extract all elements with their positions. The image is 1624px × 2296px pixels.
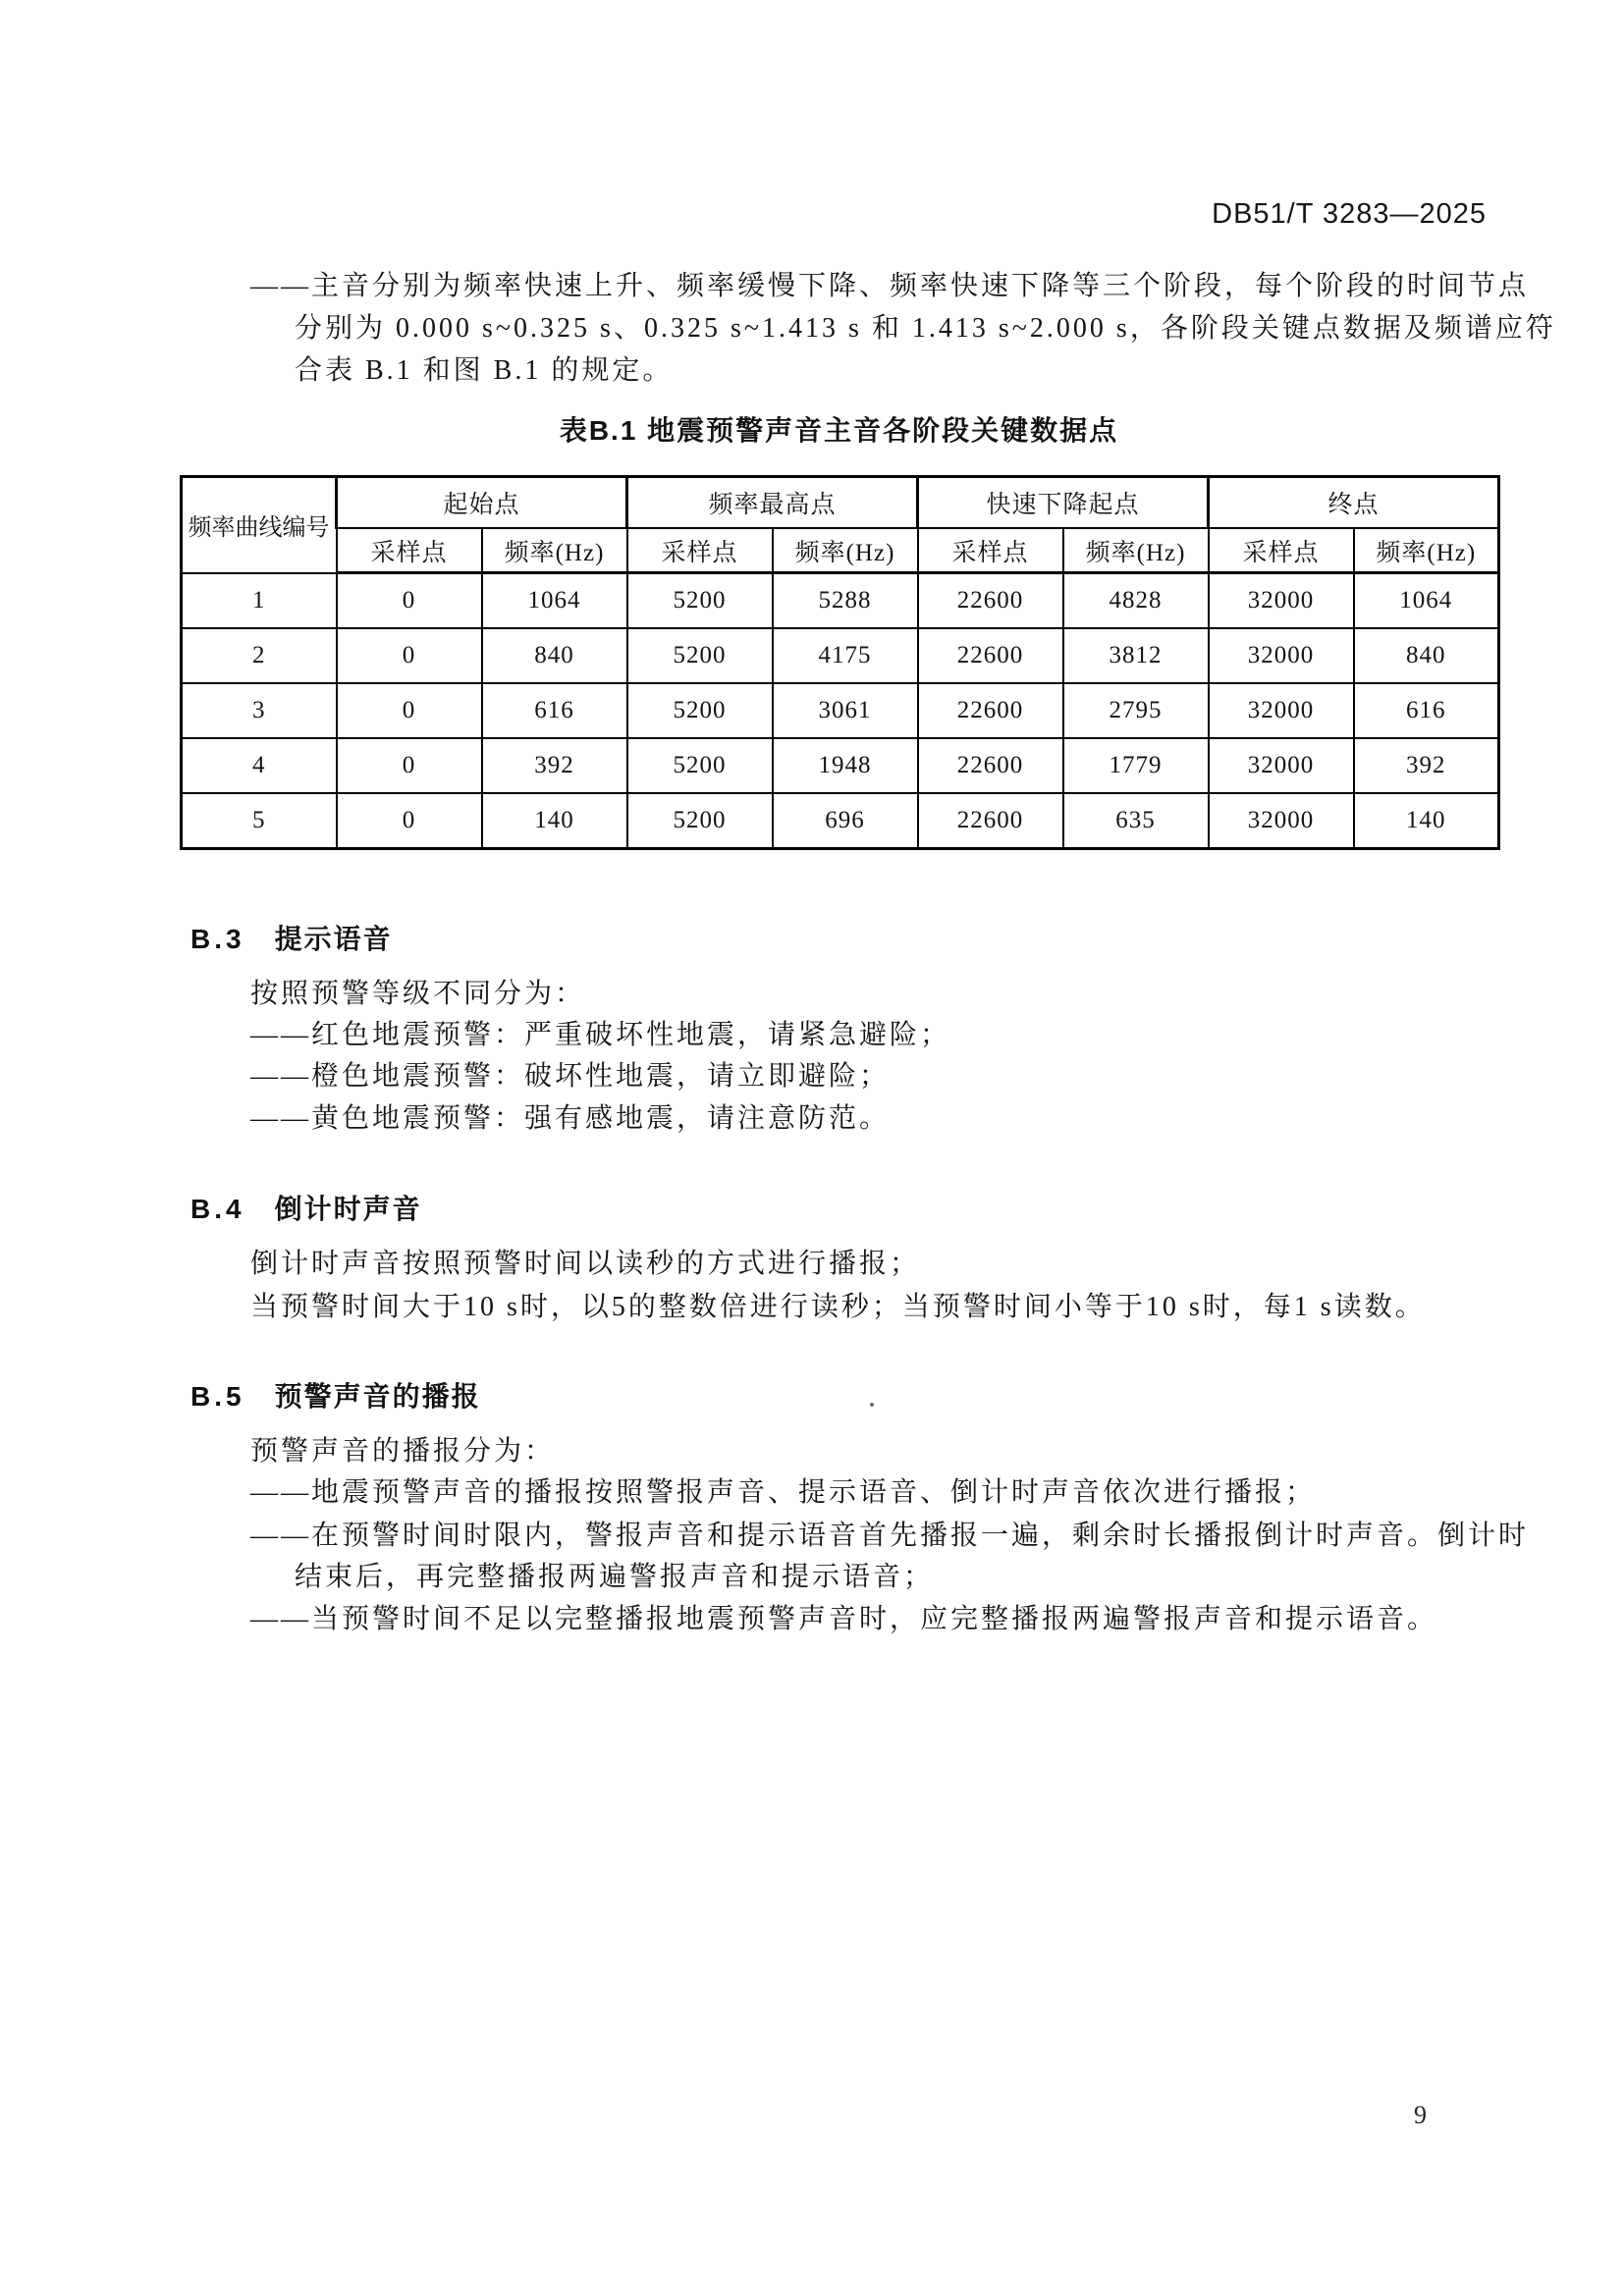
table-cell: 840 xyxy=(1354,628,1499,683)
table-cell: 4175 xyxy=(773,628,918,683)
table-cell: 4828 xyxy=(1063,573,1209,629)
subheader-frequency-hz: 频率(Hz) xyxy=(482,528,627,573)
table-header-row-sub xyxy=(182,528,1499,573)
table-cell: 0 xyxy=(337,573,482,629)
table-row xyxy=(182,628,1499,683)
table-cell: 696 xyxy=(773,793,918,849)
table-cell: 5200 xyxy=(627,683,773,738)
b4-line-2: 当预警时间大于10 s时，以5的整数倍进行读秒；当预警时间小等于10 s时，每1 s读数。 xyxy=(250,1292,1426,1322)
intro-line-1: ——主音分别为频率快速上升、频率缓慢下降、频率快速下降等三个阶段，每个阶段的时间节点 xyxy=(250,271,1530,301)
intro-line-2: 分别为 0.000 s~0.325 s、0.325 s~1.413 s 和 1.413 s~2.000 s，各阶段关键点数据及频谱应符 xyxy=(295,313,1556,344)
table-cell: 22600 xyxy=(918,683,1063,738)
subheader-frequency-hz: 频率(Hz) xyxy=(1063,528,1209,573)
table-cell: 22600 xyxy=(918,738,1063,793)
table-cell: 3812 xyxy=(1063,628,1209,683)
table-cell: 1 xyxy=(182,573,337,629)
subheader-sample-point: 采样点 xyxy=(918,528,1063,573)
group-header-end-point: 终点 xyxy=(1209,477,1499,529)
table-cell: 0 xyxy=(337,683,482,738)
table-cell: 1064 xyxy=(482,573,627,629)
table-cell: 32000 xyxy=(1209,628,1354,683)
b5-list-item-1: ——地震预警声音的播报按照警报声音、提示语音、倒计时声音依次进行播报； xyxy=(250,1477,1317,1508)
table-cell: 5200 xyxy=(627,738,773,793)
table-cell: 5200 xyxy=(627,793,773,849)
b3-list-item-red: ——红色地震预警：严重破坏性地震，请紧急避险； xyxy=(250,1020,951,1050)
section-number: B.5 xyxy=(190,1381,245,1412)
table-header-row-groups xyxy=(182,477,1499,529)
table-cell: 0 xyxy=(337,738,482,793)
page-number: 9 xyxy=(1414,2101,1427,2129)
section-b3-heading xyxy=(190,924,393,955)
table-cell: 3061 xyxy=(773,683,918,738)
b5-list-item-2-line-2: 结束后，再完整播报两遍警报声音和提示语音； xyxy=(295,1562,935,1592)
subheader-frequency-hz: 频率(Hz) xyxy=(773,528,918,573)
table-cell: 2795 xyxy=(1063,683,1209,738)
b3-list-item-orange: ——橙色地震预警：破坏性地震，请立即避险； xyxy=(250,1061,891,1092)
table-cell: 32000 xyxy=(1209,738,1354,793)
table-cell: 22600 xyxy=(918,628,1063,683)
table-cell: 1064 xyxy=(1354,573,1499,629)
table-title: 表B.1 地震预警声音主音各阶段关键数据点 xyxy=(559,415,1119,446)
table-cell: 1779 xyxy=(1063,738,1209,793)
table-cell: 840 xyxy=(482,628,627,683)
table-cell: 1948 xyxy=(773,738,918,793)
table-row xyxy=(182,793,1499,849)
key-data-table xyxy=(180,475,1500,850)
table-cell: 0 xyxy=(337,793,482,849)
section-title: 提示语音 xyxy=(274,924,393,954)
table-cell: 22600 xyxy=(918,793,1063,849)
subheader-frequency-hz: 频率(Hz) xyxy=(1354,528,1499,573)
table-cell: 2 xyxy=(182,628,337,683)
table-row xyxy=(182,573,1499,629)
b5-list-item-3: ——当预警时间不足以完整播报地震预警声音时，应完整播报两遍警报声音和提示语音。 xyxy=(250,1604,1438,1634)
section-b4-heading xyxy=(190,1194,422,1225)
table-row xyxy=(182,683,1499,738)
table-cell: 0 xyxy=(337,628,482,683)
table-cell: 5200 xyxy=(627,573,773,629)
table-corner-header: 频率曲线编号 xyxy=(182,477,337,573)
standard-code-header: DB51/T 3283—2025 xyxy=(1212,198,1487,230)
group-header-start-point: 起始点 xyxy=(337,477,627,529)
table-cell: 3 xyxy=(182,683,337,738)
subheader-sample-point: 采样点 xyxy=(627,528,773,573)
subheader-sample-point: 采样点 xyxy=(1209,528,1354,573)
group-header-peak-frequency: 频率最高点 xyxy=(627,477,918,529)
scan-speck xyxy=(870,1403,874,1407)
table-cell: 5200 xyxy=(627,628,773,683)
table-cell: 616 xyxy=(482,683,627,738)
subheader-sample-point: 采样点 xyxy=(337,528,482,573)
table-cell: 32000 xyxy=(1209,793,1354,849)
table-cell: 140 xyxy=(1354,793,1499,849)
table-cell: 32000 xyxy=(1209,683,1354,738)
table-cell: 616 xyxy=(1354,683,1499,738)
table-row xyxy=(182,738,1499,793)
intro-line-3: 合表 B.1 和图 B.1 的规定。 xyxy=(295,355,674,386)
table-cell: 5 xyxy=(182,793,337,849)
b5-intro-line: 预警声音的播报分为： xyxy=(250,1436,556,1467)
section-title: 倒计时声音 xyxy=(274,1194,422,1224)
table-cell: 392 xyxy=(1354,738,1499,793)
table-cell: 22600 xyxy=(918,573,1063,629)
section-number: B.3 xyxy=(190,924,245,954)
table-cell: 140 xyxy=(482,793,627,849)
table-cell: 5288 xyxy=(773,573,918,629)
table-cell: 392 xyxy=(482,738,627,793)
group-header-rapid-drop-start: 快速下降起点 xyxy=(918,477,1209,529)
section-title: 预警声音的播报 xyxy=(274,1381,481,1412)
b3-intro-line: 按照预警等级不同分为： xyxy=(250,979,586,1009)
table-cell: 4 xyxy=(182,738,337,793)
b5-list-item-2-line-1: ——在预警时间时限内，警报声音和提示语音首先播报一遍，剩余时长播报倒计时声音。倒计时 xyxy=(250,1521,1530,1551)
section-b5-heading xyxy=(190,1381,481,1413)
table-cell: 635 xyxy=(1063,793,1209,849)
table-cell: 32000 xyxy=(1209,573,1354,629)
b3-list-item-yellow: ——黄色地震预警：强有感地震，请注意防范。 xyxy=(250,1103,891,1134)
b4-line-1: 倒计时声音按照预警时间以读秒的方式进行播报； xyxy=(250,1249,921,1279)
section-number: B.4 xyxy=(190,1194,245,1224)
